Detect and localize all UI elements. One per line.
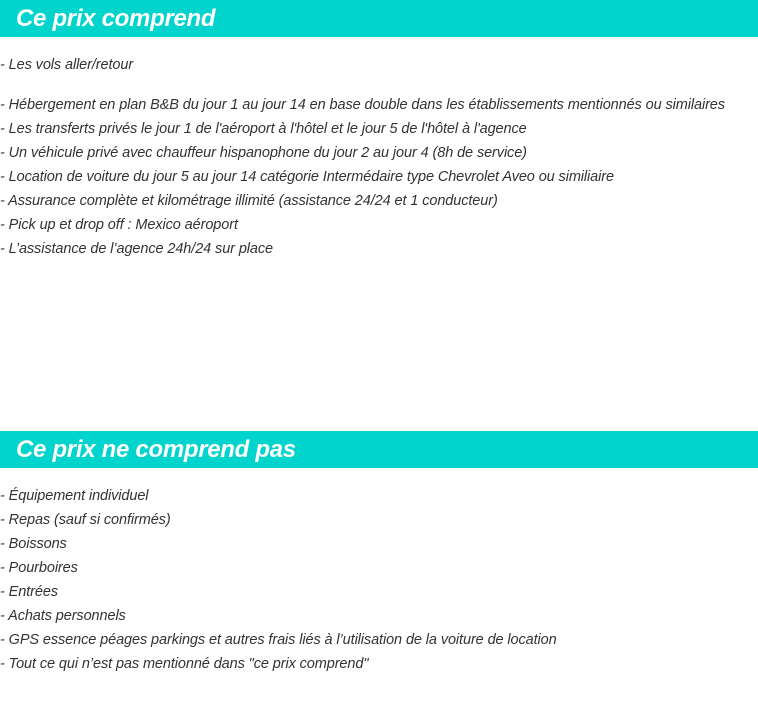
included-section-title: Ce prix comprend	[16, 5, 216, 32]
excluded-item: - GPS essence péages parkings et autres frais liés à l’utilisation de la voiture de location	[0, 632, 557, 648]
included-item: - Un véhicule privé avec chauffeur hispanophone du jour 2 au jour 4 (8h de service)	[0, 145, 527, 161]
excluded-items-list	[0, 484, 758, 676]
included-item: - L’assistance de l’agence 24h/24 sur place	[0, 241, 273, 257]
excluded-section-title: Ce prix ne comprend pas	[16, 436, 296, 463]
excluded-item: - Tout ce qui n’est pas mentionné dans "ce prix comprend"	[0, 656, 369, 672]
excluded-item: - Boissons	[0, 536, 67, 552]
included-item: - Les vols aller/retour	[0, 57, 134, 73]
excluded-item: - Repas (sauf si confirmés)	[0, 512, 171, 528]
included-item: - Les transferts privés le jour 1 de l'aéroport à l'hôtel et le jour 5 de l'hôtel à l'agence	[0, 121, 527, 137]
included-section-header	[0, 0, 758, 37]
excluded-section-header	[0, 431, 758, 468]
included-item: - Location de voiture du jour 5 au jour 14 catégorie Intermédaire type Chevrolet Aveo ou similiaire	[0, 169, 614, 185]
excluded-item: - Achats personnels	[0, 608, 126, 624]
included-items-list	[0, 53, 758, 261]
included-item: - Pick up et drop off : Mexico aéroport	[0, 217, 238, 233]
excluded-item: - Entrées	[0, 584, 58, 600]
excluded-item: - Pourboires	[0, 560, 78, 576]
included-item: - Assurance complète et kilométrage illimité (assistance 24/24 et 1 conducteur)	[0, 193, 498, 209]
included-item: - Hébergement en plan B&B du jour 1 au jour 14 en base double dans les établissements mentionnés ou similaires	[0, 97, 725, 113]
excluded-item: - Équipement individuel	[0, 488, 149, 504]
